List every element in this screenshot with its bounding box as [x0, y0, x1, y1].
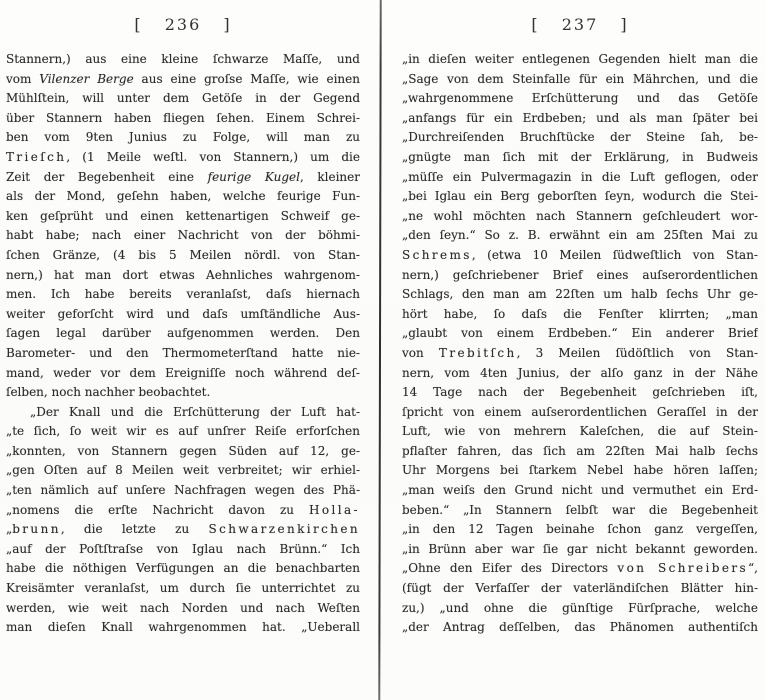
body-text: hört habe, ſo daſs die Fenſter klirrten; „man: [402, 306, 758, 321]
text-line: [6, 89, 360, 109]
text-line: [6, 246, 360, 266]
text-line: [402, 128, 758, 148]
text-line: [6, 324, 360, 344]
body-text: nern,) geſchriebener Brief eines auſserordentlichen: [402, 267, 758, 282]
body-text: über Stannern haben fliegen ſehen. Einem Schrei-: [6, 110, 360, 125]
text-line: [6, 226, 360, 246]
text-line: [6, 187, 360, 207]
text-line: [402, 501, 758, 521]
letterspaced-name: Schrems: [402, 247, 472, 262]
letterspaced-name: brunn: [12, 522, 61, 537]
body-text: ſagen legal darüber aufgenommen werden. Den: [6, 326, 360, 341]
text-line: [402, 520, 758, 540]
body-text: „gnügte man ſich mit der Erklärung, in Budweis: [402, 149, 758, 164]
text-line: [402, 618, 758, 638]
body-text: „in dieſen weiter entlegenen Gegenden hielt man die: [402, 52, 758, 66]
text-line: [6, 501, 360, 521]
text-line: [6, 50, 360, 70]
text-line: [6, 148, 360, 168]
body-text: , die letzte zu: [60, 522, 209, 537]
body-text: 14 Tage nach der Begebenheit geſchrieben iſt,: [402, 385, 758, 400]
body-text: weiter geforſcht wird und daſs umſtändliche Aus-: [6, 306, 360, 321]
text-line: [6, 559, 360, 579]
body-text: „te ſich, ſo weit wir es auf unſrer Reiſe erforſchen: [6, 424, 360, 439]
letterspaced-name: Trebitſch: [438, 345, 517, 360]
body-text: Mühlſtein, will unter dem Getöſe in der Gegend: [6, 91, 360, 106]
text-line: [402, 226, 758, 246]
text-line: [402, 403, 758, 423]
text-line: [6, 128, 360, 148]
body-text: habe die nöthigen Verfügungen an die benachbarten: [6, 561, 360, 576]
italic-text: feurige Kugel: [207, 169, 300, 184]
text-line: [402, 148, 758, 168]
body-text: Luft, wie von mehrern Kaleſchen, die auf Stein-: [402, 424, 758, 439]
body-text: Kreisämter veranlaſst, um durch ſie unterrichtet zu: [6, 581, 360, 596]
body-text: „müſſe ein Pulvermagazin in die Luft geflogen, oder: [402, 169, 758, 184]
body-text: ben vom 9ten Junius zu Folge, will man zu: [6, 130, 360, 145]
body-text: „konnten, von Stannern gegen Süden auf 12, ge-: [6, 443, 360, 458]
body-text: men. Ich habe bereits veranlaſst, daſs hiernach: [6, 287, 360, 302]
body-text: von: [402, 345, 439, 360]
text-line: [6, 344, 360, 364]
page-right: [402, 0, 758, 700]
page-left: [6, 0, 360, 700]
text-line: [6, 618, 360, 638]
text-line: [6, 383, 360, 403]
text-line: [6, 520, 360, 540]
text-column-left: [6, 50, 360, 638]
body-text: „: [6, 522, 13, 537]
text-line: [402, 187, 758, 207]
letterspaced-name: Trieſch: [6, 149, 67, 164]
text-line: [402, 442, 758, 462]
text-line: [402, 599, 758, 619]
body-text: , 3 Meilen ſüdöſtlich von Stan-: [516, 345, 758, 360]
body-text: zu,) „und ohne die günſtige Fürſprache, welche: [402, 600, 758, 615]
text-line: [6, 579, 360, 599]
body-text: ſchen Gränze, (4 bis 5 Meilen nördl. von Stan-: [6, 247, 360, 262]
text-line: [402, 324, 758, 344]
text-line: [6, 266, 360, 286]
body-text: nern,) hat man dort etwas Aehnliches wahrgenom-: [6, 267, 360, 282]
text-line: [402, 168, 758, 188]
body-text: vom: [6, 71, 40, 86]
body-text: „auf der Poſtſtraſse von Iglau nach Brünn.“ Ich: [6, 541, 360, 556]
body-text: Stannern,) aus eine kleine ſchwarze Maſſe, und: [6, 52, 360, 66]
text-line: [402, 207, 758, 227]
text-line: [402, 364, 758, 384]
text-line: [6, 168, 360, 188]
body-text: „Durchreiſenden Bruchſtücke der Steine ſah, be-: [402, 130, 758, 145]
page-number-right: [ 237 ]: [531, 15, 629, 34]
body-text: ſelben, noch nachher beobachtet.: [6, 385, 211, 400]
text-line: [402, 422, 758, 442]
text-line: [6, 481, 360, 501]
body-text: , kleiner: [299, 169, 360, 184]
body-text: ken geſprüht und einen kettenartigen Schweif ge-: [6, 208, 360, 223]
body-text: „gen Oſten auf 8 Meilen weit verbreitet; wir erhiel-: [6, 463, 360, 478]
text-line: [402, 383, 758, 403]
text-line: [402, 70, 758, 90]
body-text: „man weiſs den Grund nicht und vermuthet ein Erd-: [402, 483, 758, 498]
text-line: [402, 305, 758, 325]
text-line: [402, 559, 758, 579]
text-line: [6, 422, 360, 442]
body-text: Zeit der Begebenheit eine: [6, 169, 208, 184]
body-text: „den ſeyn.“ So z. B. erwähnt ein am 25ſten Mai zu: [402, 228, 758, 243]
text-line: [6, 70, 360, 90]
body-text: (fügt der Verfaſſer der vaterländiſchen Blätter hin-: [402, 581, 758, 596]
body-text: habt habe; nach einer Nachricht von der böhmi-: [6, 228, 360, 243]
body-text: „ten nämlich auf unſere Nachfragen wegen des Phä-: [6, 483, 360, 498]
text-column-right: [402, 50, 758, 638]
body-text: beben.“ „In Stannern ſelbſt war die Begebenheit: [402, 502, 758, 517]
body-text: „in den 12 Tagen beinahe ſchon ganz vergeſſen,: [402, 522, 758, 537]
text-line: [402, 285, 758, 305]
text-line: [402, 461, 758, 481]
body-text: „Ohne den Eifer des Directors: [402, 561, 618, 576]
letterspaced-name: Holla-: [309, 502, 360, 517]
text-line: [402, 344, 758, 364]
body-text: nern, vom 4ten Junius, der alſo ganz in der Nähe: [402, 365, 758, 380]
body-text: „in Brünn aber war ſie gar nicht bekannt geworden.: [402, 541, 758, 556]
text-line: [6, 403, 360, 423]
text-line: [6, 461, 360, 481]
letterspaced-name: Schwarzenkirchen: [208, 522, 360, 537]
body-text: aus eine groſse Maſſe, wie einen: [133, 71, 360, 86]
body-text: pflaſter fahren, das ſich am 22ſten Mai halb ſechs: [402, 443, 758, 458]
text-line: [402, 109, 758, 129]
body-text: ſpricht von einem auſserordentlichen Geraſſel in der: [402, 404, 758, 419]
body-text: man dieſen Knall wahrgenommen hat. „Ueberall: [6, 620, 360, 635]
body-text: als der Mond, geſehn haben, welche feurige Fun-: [6, 189, 360, 204]
body-text: „glaubt von einem Erdbeben.“ Ein anderer Brief: [402, 326, 758, 341]
body-text: Uhr Morgens bei ſtarkem Nebel habe hören laſſen;: [402, 463, 758, 478]
text-line: [402, 266, 758, 286]
text-line: [6, 540, 360, 560]
body-text: “,: [748, 561, 758, 576]
text-line: [6, 599, 360, 619]
text-line: [6, 305, 360, 325]
body-text: „Der Knall und die Erſchütterung der Luft hat-: [30, 404, 360, 419]
letterspaced-name: von Schreibers: [617, 561, 749, 576]
text-line: [6, 207, 360, 227]
page-gutter-divider: [378, 0, 381, 700]
body-text: Schlags, den man am 22ſten um halb ſechs Uhr ge-: [402, 287, 758, 302]
body-text: , (etwa 10 Meilen ſüdweſtlich von Stan-: [471, 247, 758, 262]
text-line: [6, 109, 360, 129]
page-number-left: [ 236 ]: [134, 15, 232, 34]
body-text: „der Antrag deſſelben, das Phänomen authentiſch: [402, 620, 758, 635]
text-line: [6, 285, 360, 305]
body-text: „nomens die erſte Nachricht davon zu: [6, 502, 310, 517]
body-text: , (1 Meile weſtl. von Stannern,) um die: [66, 149, 360, 164]
body-text: „anfangs für ein Erdbeben; und als man ſpäter bei: [402, 110, 758, 125]
text-line: [402, 89, 758, 109]
body-text: mand, weder vor dem Ereigniſſe noch während deſ-: [6, 365, 360, 380]
text-line: [402, 540, 758, 560]
body-text: „ne wohl möchten nach Stannern geſchleudert wor-: [402, 208, 758, 223]
body-text: Barometer- und den Thermometerſtand hatte nie-: [6, 345, 360, 360]
body-text: „wahrgenommene Erſchütterung und das Getöſe: [402, 91, 758, 106]
text-line: [6, 364, 360, 384]
text-line: [402, 481, 758, 501]
italic-text: Vilenzer Berge: [39, 71, 134, 86]
body-text: „bei Iglau ein Berg geborſten ſeyn, wodurch die Stei-: [402, 189, 758, 204]
text-line: [402, 246, 758, 266]
body-text: „Sage von dem Steinfalle für ein Mährchen, und die: [402, 71, 758, 86]
body-text: werden, wie weit nach Norden und nach Weſten: [6, 600, 360, 615]
text-line: [6, 442, 360, 462]
text-line: [402, 50, 758, 70]
text-line: [402, 579, 758, 599]
